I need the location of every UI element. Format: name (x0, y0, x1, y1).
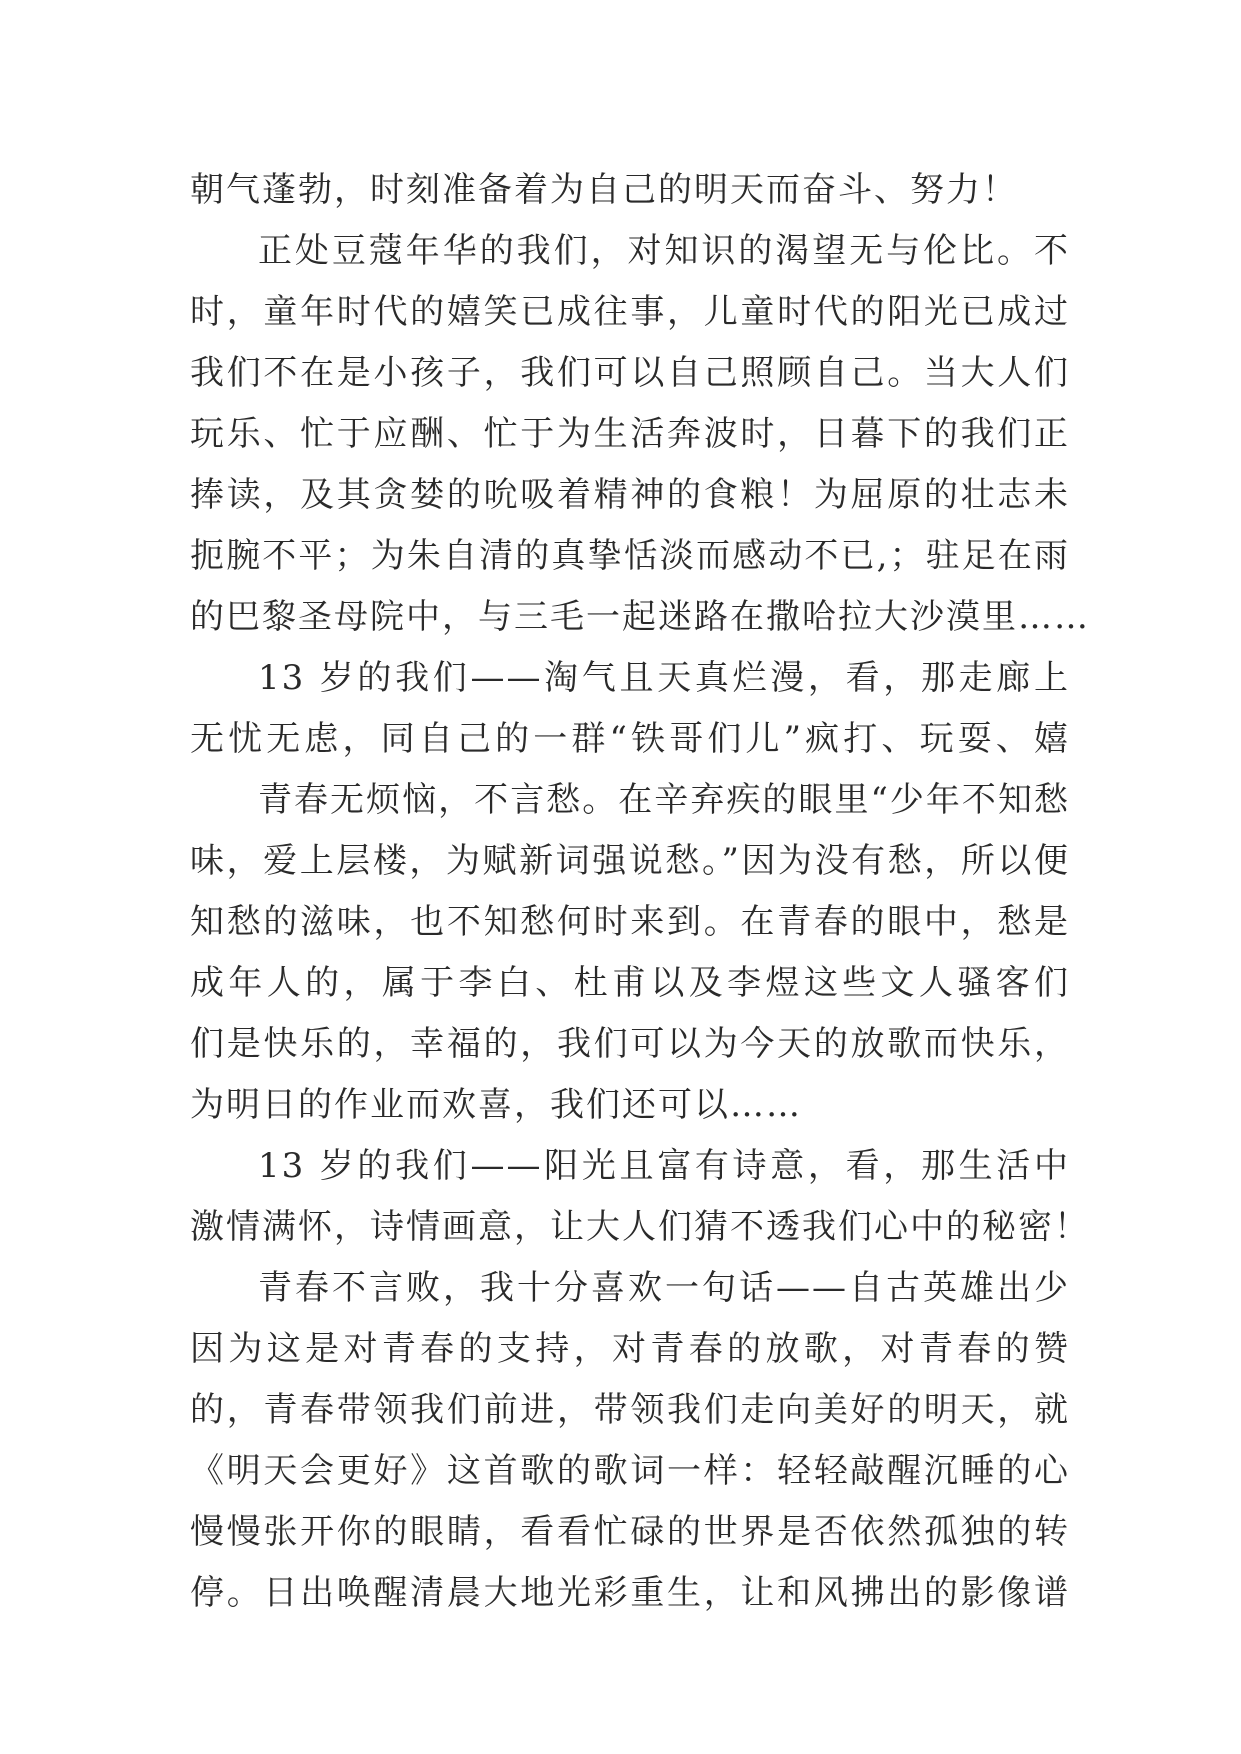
text-line: 正处豆蔻年华的我们，对知识的渴望无与伦比。不 (258, 231, 1070, 271)
text-line: 激情满怀，诗情画意，让大人们猜不透我们心中的秘密！ (190, 1207, 1090, 1247)
text-line: 《明天会更好》这首歌的歌词一样：轻轻敲醒沉睡的心 (190, 1451, 1070, 1491)
text-line: 停。日出唤醒清晨大地光彩重生，让和风拂出的影像谱 (190, 1573, 1070, 1613)
text-line: 捧读，及其贪婪的吮吸着精神的食粮！为屈原的壮志未 (190, 475, 1070, 515)
text-line: 我们不在是小孩子，我们可以自己照顾自己。当大人们 (190, 353, 1070, 393)
text-line: 13 岁的我们——阳光且富有诗意，看，那生活中 (258, 1146, 1070, 1186)
text-line: 13 岁的我们——淘气且天真烂漫，看，那走廊上 (258, 658, 1070, 698)
text-line: 的，青春带领我们前进，带领我们走向美好的明天，就 (190, 1390, 1070, 1430)
document-body (190, 160, 1090, 1624)
text-line: 青春无烦恼，不言愁。在辛弃疾的眼里“少年不知愁 (258, 780, 1070, 820)
text-line: 玩乐、忙于应酬、忙于为生活奔波时，日暮下的我们正 (190, 414, 1070, 454)
text-line: 因为这是对青春的支持，对青春的放歌，对青春的赞 (190, 1329, 1070, 1369)
text-line: 成年人的，属于李白、杜甫以及李煜这些文人骚客们 (190, 963, 1070, 1003)
text-line: 时，童年时代的嬉笑已成往事，儿童时代的阳光已成过 (190, 292, 1070, 332)
text-line: 的巴黎圣母院中，与三毛一起迷路在撒哈拉大沙漠里…… (190, 597, 1090, 637)
text-line: 知愁的滋味，也不知愁何时来到。在青春的眼中，愁是 (190, 902, 1070, 942)
text-line: 味，爱上层楼，为赋新词强说愁。”因为没有愁，所以便 (190, 841, 1070, 881)
text-line: 慢慢张开你的眼睛，看看忙碌的世界是否依然孤独的转 (190, 1512, 1070, 1552)
text-line: 无忧无虑，同自己的一群“铁哥们儿”疯打、玩耍、嬉 (190, 719, 1070, 759)
text-line: 青春不言败，我十分喜欢一句话——自古英雄出少 (258, 1268, 1070, 1308)
text-line: 朝气蓬勃，时刻准备着为自己的明天而奋斗、努力！ (190, 170, 1018, 210)
text-line: 为明日的作业而欢喜，我们还可以…… (190, 1085, 802, 1125)
text-line: 扼腕不平；为朱自清的真挚恬淡而感动不已,；驻足在雨 (190, 536, 1070, 576)
text-line: 们是快乐的，幸福的，我们可以为今天的放歌而快乐， (190, 1024, 1070, 1064)
